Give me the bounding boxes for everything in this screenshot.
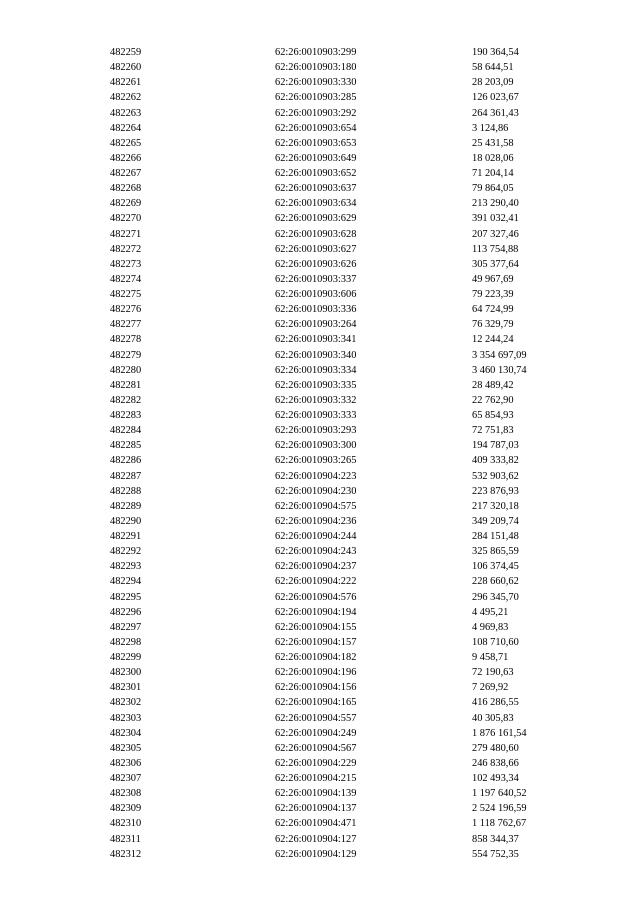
table-row [0, 711, 640, 726]
value-cell: 4 969,83 [472, 621, 509, 633]
record-number-cell: 482286 [110, 455, 142, 467]
table-row [0, 393, 640, 408]
cadastral-number-cell: 62:26:0010904:155 [275, 621, 357, 633]
table-row [0, 196, 640, 211]
cadastral-number-cell: 62:26:0010904:196 [275, 667, 357, 679]
record-number-cell: 482296 [110, 606, 142, 618]
record-number-cell: 482277 [110, 319, 142, 331]
cadastral-number-cell: 62:26:0010903:340 [275, 349, 357, 361]
table-row [0, 514, 640, 529]
record-number-cell: 482295 [110, 591, 142, 603]
cadastral-number-cell: 62:26:0010903:335 [275, 379, 357, 391]
record-number-cell: 482289 [110, 500, 142, 512]
record-number-cell: 482269 [110, 198, 142, 210]
table-row [0, 801, 640, 816]
record-number-cell: 482312 [110, 848, 142, 860]
record-number-cell: 482282 [110, 394, 142, 406]
cadastral-number-cell: 62:26:0010904:129 [275, 848, 357, 860]
value-cell: 1 118 762,67 [472, 818, 527, 830]
record-number-cell: 482284 [110, 425, 142, 437]
cadastral-number-cell: 62:26:0010903:292 [275, 107, 357, 119]
record-number-cell: 482308 [110, 788, 142, 800]
cadastral-number-cell: 62:26:0010904:236 [275, 515, 357, 527]
value-cell: 246 838,66 [472, 757, 519, 769]
table-row [0, 847, 640, 862]
cadastral-number-cell: 62:26:0010903:337 [275, 273, 357, 285]
table-row [0, 408, 640, 423]
record-number-cell: 482297 [110, 621, 142, 633]
table-row [0, 302, 640, 317]
value-cell: 190 364,54 [472, 47, 519, 58]
record-number-cell: 482267 [110, 168, 142, 179]
record-number-cell: 482304 [110, 727, 142, 739]
table-row [0, 590, 640, 605]
value-cell: 3 354 697,09 [472, 349, 527, 361]
cadastral-number-cell: 62:26:0010903:293 [275, 425, 357, 437]
record-number-cell: 482291 [110, 531, 142, 542]
value-cell: 532 903,62 [472, 470, 519, 482]
cadastral-number-cell: 62:26:0010904:243 [275, 546, 357, 558]
table-row [0, 605, 640, 620]
cadastral-number-cell: 62:26:0010904:127 [275, 833, 357, 845]
cadastral-number-cell: 62:26:0010904:223 [275, 470, 357, 482]
record-number-cell: 482264 [110, 122, 142, 134]
record-number-cell: 482272 [110, 243, 142, 255]
value-cell: 113 754,88 [472, 243, 519, 255]
cadastral-number-cell: 62:26:0010903:628 [275, 228, 357, 240]
value-cell: 279 480,60 [472, 742, 519, 754]
table-row [0, 242, 640, 257]
cadastral-number-cell: 62:26:0010904:137 [275, 803, 357, 815]
table-row [0, 106, 640, 121]
table-row [0, 620, 640, 635]
cadastral-number-cell: 62:26:0010904:156 [275, 682, 357, 694]
value-cell: 79 864,05 [472, 183, 514, 195]
record-number-cell: 482275 [110, 289, 142, 300]
cadastral-number-cell: 62:26:0010903:341 [275, 334, 357, 346]
cadastral-number-cell: 62:26:0010903:264 [275, 319, 357, 331]
value-cell: 126 023,67 [472, 92, 519, 104]
record-number-cell: 482262 [110, 92, 142, 104]
table-row [0, 484, 640, 499]
value-cell: 71 204,14 [472, 168, 514, 179]
value-cell: 1 197 640,52 [472, 788, 527, 800]
value-cell: 79 223,39 [472, 289, 514, 300]
cadastral-number-cell: 62:26:0010903:300 [275, 440, 357, 452]
value-cell: 22 762,90 [472, 394, 514, 406]
record-number-cell: 482259 [110, 47, 142, 58]
cadastral-number-cell: 62:26:0010904:165 [275, 697, 357, 709]
table-row [0, 363, 640, 378]
table-row [0, 272, 640, 287]
record-number-cell: 482298 [110, 636, 142, 648]
table-row [0, 574, 640, 589]
table-row [0, 695, 640, 710]
table-row [0, 317, 640, 332]
table-row [0, 635, 640, 650]
table-row [0, 227, 640, 242]
value-cell: 3 124,86 [472, 122, 509, 134]
cadastral-number-cell: 62:26:0010903:654 [275, 122, 357, 134]
cadastral-number-cell: 62:26:0010903:334 [275, 364, 357, 376]
record-number-cell: 482310 [110, 818, 142, 830]
table-row [0, 650, 640, 665]
table-row [0, 45, 640, 60]
table-row [0, 348, 640, 363]
table-row [0, 741, 640, 756]
record-number-cell: 482300 [110, 667, 142, 679]
record-number-cell: 482279 [110, 349, 142, 361]
cadastral-number-cell: 62:26:0010904:557 [275, 712, 357, 724]
record-number-cell: 482288 [110, 485, 142, 497]
value-cell: 349 209,74 [472, 515, 519, 527]
value-cell: 18 028,06 [472, 152, 514, 164]
cadastral-number-cell: 62:26:0010904:194 [275, 606, 357, 618]
record-number-cell: 482270 [110, 213, 142, 225]
cadastral-number-cell: 62:26:0010903:606 [275, 289, 357, 300]
value-cell: 108 710,60 [472, 636, 519, 648]
table-row [0, 60, 640, 75]
value-cell: 102 493,34 [472, 773, 519, 784]
value-cell: 72 190,63 [472, 667, 514, 679]
cadastral-number-cell: 62:26:0010904:157 [275, 636, 357, 648]
table-row [0, 75, 640, 90]
record-number-cell: 482287 [110, 470, 142, 482]
record-number-cell: 482273 [110, 258, 142, 270]
cadastral-number-cell: 62:26:0010904:139 [275, 788, 357, 800]
value-cell: 106 374,45 [472, 561, 519, 573]
cadastral-number-cell: 62:26:0010903:637 [275, 183, 357, 195]
value-cell: 7 269,92 [472, 682, 509, 694]
cadastral-number-cell: 62:26:0010904:244 [275, 531, 357, 542]
record-number-cell: 482268 [110, 183, 142, 195]
cadastral-number-cell: 62:26:0010903:285 [275, 92, 357, 104]
table-row [0, 726, 640, 741]
value-cell: 554 752,35 [472, 848, 519, 860]
cadastral-number-cell: 62:26:0010903:180 [275, 62, 357, 74]
record-number-cell: 482306 [110, 757, 142, 769]
table-row [0, 469, 640, 484]
table-row [0, 181, 640, 196]
record-number-cell: 482311 [110, 833, 141, 845]
table-row [0, 121, 640, 136]
record-number-cell: 482285 [110, 440, 142, 452]
value-cell: 2 524 196,59 [472, 803, 527, 815]
cadastral-number-cell: 62:26:0010903:332 [275, 394, 357, 406]
data-table [0, 45, 640, 862]
cadastral-number-cell: 62:26:0010903:653 [275, 137, 357, 149]
table-row [0, 544, 640, 559]
table-row [0, 786, 640, 801]
value-cell: 296 345,70 [472, 591, 519, 603]
table-row [0, 211, 640, 226]
cadastral-number-cell: 62:26:0010904:215 [275, 773, 357, 784]
cadastral-number-cell: 62:26:0010903:626 [275, 258, 357, 270]
record-number-cell: 482260 [110, 62, 142, 74]
cadastral-number-cell: 62:26:0010904:471 [275, 818, 357, 830]
cadastral-number-cell: 62:26:0010903:627 [275, 243, 357, 255]
table-row [0, 832, 640, 847]
cadastral-number-cell: 62:26:0010903:330 [275, 77, 357, 89]
cadastral-number-cell: 62:26:0010904:237 [275, 561, 357, 573]
table-row [0, 423, 640, 438]
value-cell: 284 151,48 [472, 531, 519, 542]
cadastral-number-cell: 62:26:0010904:249 [275, 727, 357, 739]
record-number-cell: 482280 [110, 364, 142, 376]
table-row [0, 166, 640, 181]
record-number-cell: 482293 [110, 561, 142, 573]
table-row [0, 559, 640, 574]
record-number-cell: 482299 [110, 652, 142, 663]
cadastral-number-cell: 62:26:0010903:629 [275, 213, 357, 225]
value-cell: 194 787,03 [472, 440, 519, 452]
record-number-cell: 482302 [110, 697, 142, 709]
record-number-cell: 482261 [110, 77, 142, 89]
cadastral-number-cell: 62:26:0010904:182 [275, 652, 357, 663]
value-cell: 12 244,24 [472, 334, 514, 346]
value-cell: 207 327,46 [472, 228, 519, 240]
record-number-cell: 482263 [110, 107, 142, 119]
table-row [0, 680, 640, 695]
record-number-cell: 482276 [110, 304, 142, 316]
cadastral-number-cell: 62:26:0010904:230 [275, 485, 357, 497]
record-number-cell: 482283 [110, 410, 142, 421]
record-number-cell: 482307 [110, 773, 142, 784]
table-row [0, 90, 640, 105]
record-number-cell: 482292 [110, 546, 142, 558]
cadastral-number-cell: 62:26:0010903:649 [275, 152, 357, 164]
record-number-cell: 482271 [110, 228, 142, 240]
cadastral-number-cell: 62:26:0010904:222 [275, 576, 357, 588]
value-cell: 40 305,83 [472, 712, 514, 724]
table-row [0, 756, 640, 771]
record-number-cell: 482309 [110, 803, 142, 815]
table-row [0, 151, 640, 166]
record-number-cell: 482303 [110, 712, 142, 724]
record-number-cell: 482301 [110, 682, 142, 694]
value-cell: 64 724,99 [472, 304, 514, 316]
value-cell: 4 495,21 [472, 606, 509, 618]
record-number-cell: 482305 [110, 742, 142, 754]
table-row [0, 332, 640, 347]
record-number-cell: 482281 [110, 379, 142, 391]
value-cell: 325 865,59 [472, 546, 519, 558]
value-cell: 305 377,64 [472, 258, 519, 270]
value-cell: 65 854,93 [472, 410, 514, 421]
table-row [0, 816, 640, 831]
value-cell: 3 460 130,74 [472, 364, 527, 376]
table-row [0, 529, 640, 544]
value-cell: 58 644,51 [472, 62, 514, 74]
value-cell: 76 329,79 [472, 319, 514, 331]
value-cell: 416 286,55 [472, 697, 519, 709]
record-number-cell: 482274 [110, 273, 142, 285]
value-cell: 217 320,18 [472, 500, 519, 512]
table-row [0, 257, 640, 272]
value-cell: 391 032,41 [472, 213, 519, 225]
table-row [0, 136, 640, 151]
table-row [0, 771, 640, 786]
cadastral-number-cell: 62:26:0010903:634 [275, 198, 357, 210]
record-number-cell: 482278 [110, 334, 142, 346]
table-row [0, 287, 640, 302]
cadastral-number-cell: 62:26:0010903:333 [275, 410, 357, 421]
value-cell: 409 333,82 [472, 455, 519, 467]
value-cell: 858 344,37 [472, 833, 519, 845]
cadastral-number-cell: 62:26:0010904:576 [275, 591, 357, 603]
value-cell: 1 876 161,54 [472, 727, 527, 739]
value-cell: 28 489,42 [472, 379, 514, 391]
cadastral-number-cell: 62:26:0010903:299 [275, 47, 357, 58]
record-number-cell: 482265 [110, 137, 142, 149]
value-cell: 28 203,09 [472, 77, 514, 89]
value-cell: 49 967,69 [472, 273, 514, 285]
value-cell: 228 660,62 [472, 576, 519, 588]
value-cell: 213 290,40 [472, 198, 519, 210]
table-row [0, 378, 640, 393]
value-cell: 264 361,43 [472, 107, 519, 119]
value-cell: 25 431,58 [472, 137, 514, 149]
table-row [0, 665, 640, 680]
record-number-cell: 482266 [110, 152, 142, 164]
value-cell: 223 876,93 [472, 485, 519, 497]
cadastral-number-cell: 62:26:0010904:229 [275, 757, 357, 769]
cadastral-number-cell: 62:26:0010903:336 [275, 304, 357, 316]
cadastral-number-cell: 62:26:0010903:265 [275, 455, 357, 467]
record-number-cell: 482294 [110, 576, 142, 588]
table-row [0, 453, 640, 468]
cadastral-number-cell: 62:26:0010903:652 [275, 168, 357, 179]
cadastral-number-cell: 62:26:0010904:575 [275, 500, 357, 512]
table-row [0, 438, 640, 453]
record-number-cell: 482290 [110, 515, 142, 527]
cadastral-number-cell: 62:26:0010904:567 [275, 742, 357, 754]
table-row [0, 499, 640, 514]
value-cell: 72 751,83 [472, 425, 514, 437]
value-cell: 9 458,71 [472, 652, 509, 663]
